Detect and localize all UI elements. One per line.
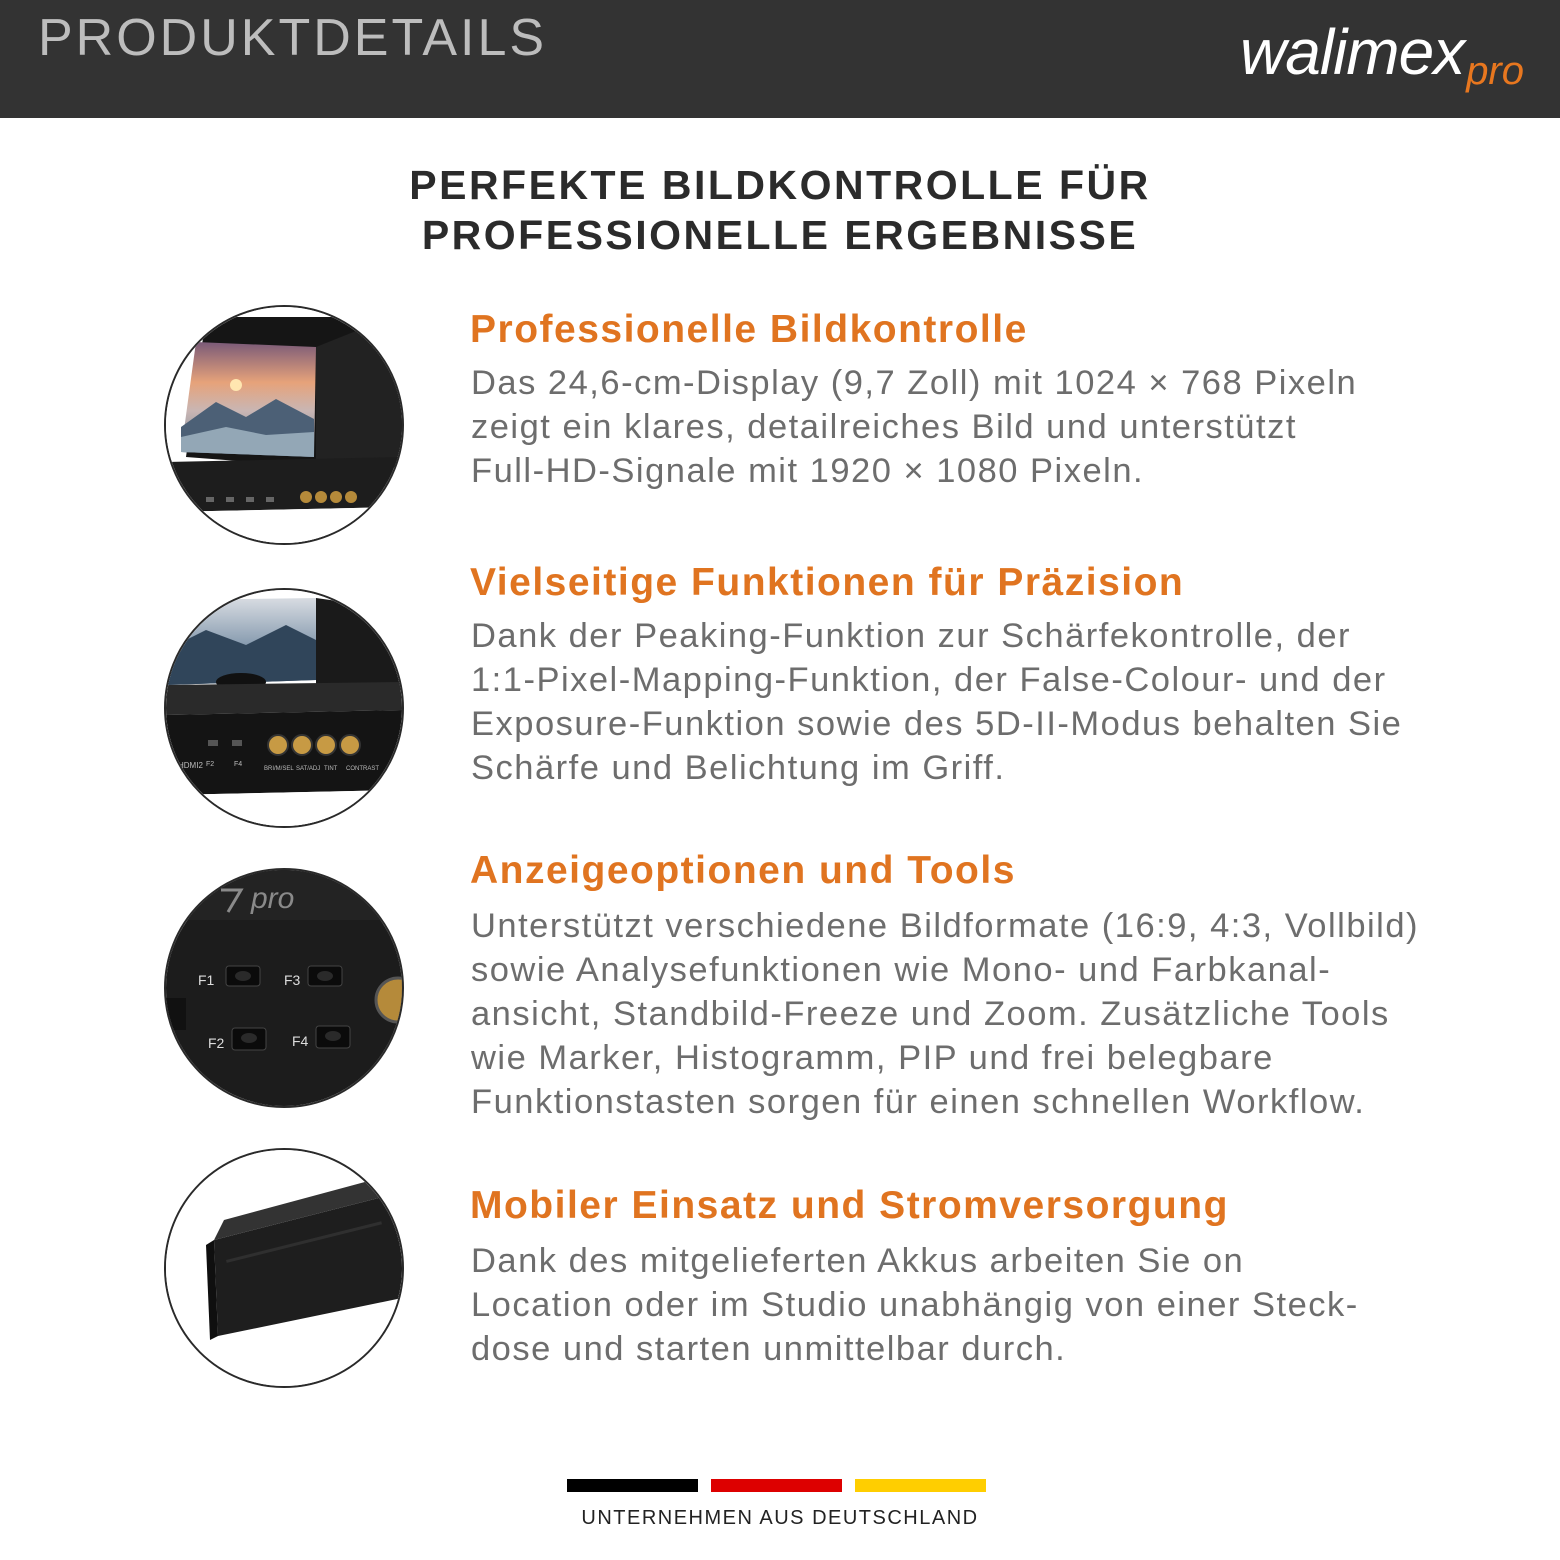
f2-label: F2 bbox=[206, 761, 215, 768]
footer-text: UNTERNEHMEN AUS DEUTSCHLAND bbox=[581, 1507, 979, 1529]
logo-sub-text: pro bbox=[1466, 49, 1524, 93]
brand-logo bbox=[1240, 12, 1524, 92]
feature-text-4: Dank des mitgelieferten Akkus arbeiten Sie on Location oder im Studio unabhängig von einer Steck- dose und starten unmittelbar durch. bbox=[471, 1242, 1359, 1368]
contrast-label: CONTRAST bbox=[346, 766, 379, 772]
feature-title-1: Professionelle Bildkontrolle bbox=[470, 308, 1028, 351]
bri-label: BRI/M/SEL bbox=[264, 766, 294, 772]
feature-text-3: Unterstützt verschiedene Bildformate (16:9, 4:3, Vollbild) sowie Analysefunktionen wie Mono- und Farbkanal- ansicht, Standbild-Freeze und Zoom. Zusätzliche Tools wie Marker, Histogramm, PIP und frei belegbare Funktionstasten sorgen für einen schnellen Workflow. bbox=[471, 907, 1420, 1121]
headline bbox=[0, 160, 1560, 260]
feature-text-1: Das 24,6-cm-Display (9,7 Zoll) mit 1024 × 768 Pixeln zeigt ein klares, detailreiches Bild und unterstützt Full-HD-Signale mit 1920 × 1080 Pixeln. bbox=[471, 364, 1358, 490]
sat-label: SAT/ADJ bbox=[296, 766, 321, 772]
hdmi2-label: HDMI2 bbox=[178, 761, 203, 770]
feature-text-2: Dank der Peaking-Funktion zur Schärfekontrolle, der 1:1-Pixel-Mapping-Funktion, der False-Colour- und der Exposure-Funktion sowie des 5D-II-Modus behalten Sie Schärfe und Belichtung im Griff. bbox=[471, 617, 1403, 787]
battery-image bbox=[164, 1148, 404, 1388]
page-title: PRODUKTDETAILS bbox=[38, 9, 548, 67]
tint-label: TINT bbox=[324, 766, 338, 772]
headline-line-2: PROFESSIONELLE ERGEBNISSE bbox=[421, 212, 1139, 258]
flag-stripe-black bbox=[567, 1479, 698, 1492]
logo-main-text: walimex bbox=[1240, 16, 1465, 88]
f3-label: F3 bbox=[284, 972, 301, 988]
f4-label: F4 bbox=[234, 761, 243, 768]
header-bar bbox=[0, 0, 1560, 118]
headline-line-1: PERFEKTE BILDKONTROLLE FÜR bbox=[409, 162, 1151, 208]
f1-label: F1 bbox=[198, 972, 215, 988]
f2-btn-label: F2 bbox=[208, 1035, 225, 1051]
flag-stripe-gold bbox=[855, 1479, 986, 1492]
monitor-controls-image bbox=[164, 588, 404, 828]
feature-title-3: Anzeigeoptionen und Tools bbox=[470, 849, 1016, 892]
f4-btn-label: F4 bbox=[292, 1033, 309, 1049]
function-buttons-image bbox=[164, 868, 404, 1108]
pro-print-label: pro bbox=[251, 882, 295, 915]
monitor-display-image bbox=[164, 305, 404, 545]
feature-title-2: Vielseitige Funktionen für Präzision bbox=[470, 561, 1185, 604]
flag-stripe-red bbox=[711, 1479, 842, 1492]
feature-title-4: Mobiler Einsatz und Stromversorgung bbox=[470, 1184, 1229, 1227]
